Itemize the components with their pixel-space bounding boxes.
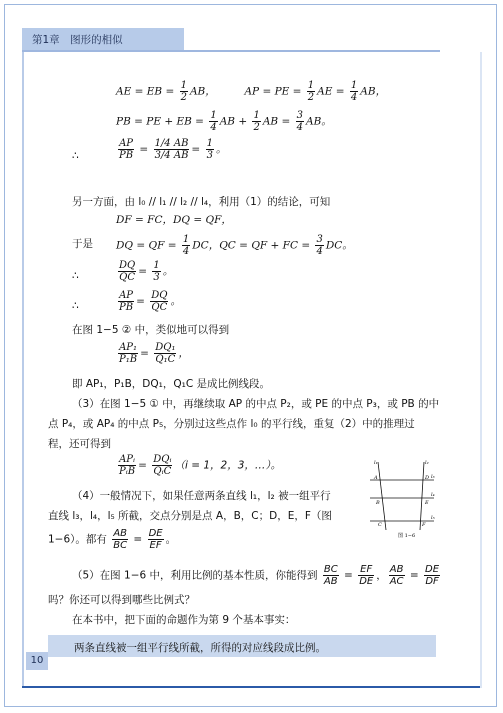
denominator: P₁B <box>119 354 138 365</box>
label-A: A <box>374 475 378 481</box>
denominator: 4 <box>316 246 323 257</box>
eq-text: PB = PE + EB = <box>116 115 208 128</box>
numerator: DQ <box>119 260 136 271</box>
eq-text: （5）在图 1−6 中，利用比例的基本性质，你能得到 <box>72 569 321 582</box>
left-margin-rule <box>22 52 24 688</box>
therefore-sign: ∴ <box>72 300 79 312</box>
fraction <box>252 110 260 133</box>
basic-fact-text: 两条直线被一组平行线所截，所得的对应线段成比例。 <box>74 642 326 654</box>
fraction <box>389 564 405 587</box>
paragraph-3-line3: 程，还可得到 <box>48 438 111 450</box>
header-divider <box>22 50 440 52</box>
paragraph-3-line1: （3）在图 1−5 ① 中，再继续取 AP 的中点 P₂，或 PE 的中点 P₃，或 PB 的中 <box>72 398 440 410</box>
numerator: AP <box>119 138 134 149</box>
fraction <box>182 234 190 257</box>
denominator: 2 <box>180 92 187 103</box>
denominator: AB <box>323 576 338 587</box>
numerator: AP₁ <box>119 342 138 353</box>
eq-text: DC。 <box>325 239 353 252</box>
label-l2: l₂ <box>425 460 429 466</box>
eq-text: = <box>140 347 153 360</box>
numerator: 1 <box>350 80 358 91</box>
numerator: 1 <box>210 110 217 121</box>
denominator: 2 <box>253 122 260 133</box>
eq-text: AB， <box>360 85 387 98</box>
eq-text: ， <box>376 569 387 582</box>
eq-text: = <box>138 459 151 472</box>
denominator: 4 <box>350 92 358 103</box>
numerator: AP <box>119 290 134 301</box>
denominator: QᵢC <box>153 466 172 477</box>
eq-text: AE = <box>317 85 348 98</box>
numerator: AB <box>113 528 128 539</box>
basic-fact-box <box>48 635 436 657</box>
denominator: AC <box>389 576 404 587</box>
denominator: QC <box>151 302 168 313</box>
fraction <box>118 290 134 313</box>
denominator: 4 <box>296 122 303 133</box>
numerator: DQ₁ <box>155 342 176 353</box>
denominator: 2 <box>307 92 315 103</box>
fraction <box>118 342 138 365</box>
fraction <box>307 80 315 103</box>
fraction <box>152 260 160 283</box>
fraction <box>206 138 214 161</box>
paragraph-3-line2: 点 P₄，或 AP₄ 的中点 P₅，分别过这些点作 l₀ 的平行线，重复（2）中的推理过 <box>48 418 415 430</box>
numerator: AB <box>389 564 404 575</box>
fraction <box>358 564 374 587</box>
paragraph-in-fig: 在图 1−5 ② 中，类似地可以得到 <box>72 324 230 336</box>
eq-ap-pb-dq-qc: $\frac{AP}{PB}$ = $\frac{DQ}{QC}$ 。 <box>119 290 181 313</box>
eq-text: DQ = QF = <box>116 239 180 252</box>
label-D: D <box>425 475 430 481</box>
eq-dq-qf <box>116 234 353 257</box>
fraction <box>118 454 136 477</box>
numerator: 1 <box>253 110 260 121</box>
eq-line-2 <box>116 110 332 133</box>
fraction <box>150 290 168 313</box>
numerator: 1 <box>182 234 190 245</box>
eq-text: = <box>138 265 151 278</box>
numerator: DQ <box>151 290 168 301</box>
fraction <box>209 110 217 133</box>
denominator: QC <box>119 272 136 283</box>
denominator: PᵢB <box>119 466 136 477</box>
fraction <box>424 564 440 587</box>
eq-ap-pb: $\frac{AP}{PB}$ = $\frac{1/4 AB}{3/4 AB}$ = $\frac{1}{3}$ 。 <box>119 138 227 161</box>
line-l2 <box>420 462 424 530</box>
label-C: C <box>378 522 382 528</box>
label-B: B <box>376 500 380 506</box>
therefore-sign: ∴ <box>72 270 79 282</box>
denominator: DF <box>425 576 439 587</box>
numerator: 1 <box>206 138 213 149</box>
paragraph-5-line1: （5）在图 1−6 中，利用比例的基本性质，你能得到 $\frac{BC}{AB}$ = $\frac{EF}{DE}$ ， $\frac{AB}{AC}$ = $\frac{DE}{DF}$ <box>72 564 440 587</box>
denominator: Q₁C <box>155 354 176 365</box>
eq-text: AP = PE = <box>244 85 305 98</box>
fraction <box>118 260 136 283</box>
numerator: 1 <box>307 80 315 91</box>
eq-ap1: $\frac{\text{AP₁}}{\text{P₁B}}$ = $\frac{\text{DQ₁}}{\text{Q₁C}}$ ， <box>119 342 189 365</box>
numerator: 1/4 AB <box>154 138 189 149</box>
label-l5: l₅ <box>431 515 435 521</box>
eq-text: = <box>191 143 204 156</box>
numerator: APᵢ <box>119 454 136 465</box>
numerator: 1 <box>153 260 160 271</box>
numerator: DE <box>148 528 163 539</box>
eq-df-fc: DF = FC，DQ = QF， <box>116 214 232 226</box>
fraction <box>112 528 128 551</box>
fraction <box>315 234 323 257</box>
eq-text: DC，QC = QF + FC = <box>192 239 314 252</box>
denominator: BC <box>113 540 128 551</box>
paragraph-4-line3: 1−6）。都有 $\frac{AB}{BC}$ = $\frac{DE}{EF}$ 。 <box>48 528 177 551</box>
denominator: EF <box>149 540 162 551</box>
numerator: EF <box>360 564 373 575</box>
paragraph-prop: 即 AP₁，P₁B，DQ₁，Q₁C 是成比例线段。 <box>72 378 271 390</box>
fraction <box>154 342 176 365</box>
figure-1-6 <box>368 458 438 538</box>
line-l1 <box>378 462 386 530</box>
numerator: 3 <box>296 110 303 121</box>
fraction <box>118 138 134 161</box>
eq-api <box>116 454 281 477</box>
chapter-title: 第1章 图形的相似 <box>32 34 123 46</box>
label-F: F <box>422 522 426 528</box>
fraction <box>148 528 164 551</box>
label-l1: l₁ <box>374 460 378 466</box>
fraction <box>296 110 304 133</box>
eq-text: = <box>136 295 149 308</box>
eq-text: AB， <box>189 85 216 98</box>
eq-text: AB = <box>262 115 294 128</box>
fraction <box>180 80 188 103</box>
paragraph-5-line2: 吗？你还可以得到哪些比例式？ <box>48 594 195 606</box>
fraction <box>154 138 190 161</box>
eq-text: 。 <box>165 533 177 546</box>
fraction <box>323 564 339 587</box>
right-margin-rule <box>480 52 482 688</box>
denominator: 3 <box>153 272 160 283</box>
denominator: 4 <box>210 122 217 133</box>
fraction <box>152 454 172 477</box>
eq-text: AB + <box>219 115 251 128</box>
label-l4: l₄ <box>431 492 435 498</box>
denominator: DE <box>359 576 374 587</box>
label-E: E <box>425 500 429 506</box>
page-number: 10 <box>26 652 48 670</box>
numerator: BC <box>323 564 338 575</box>
numerator: DQᵢ <box>153 454 172 465</box>
chapter-header <box>22 28 184 50</box>
paragraph-6: 在本书中，把下面的命题作为第 9 个基本事实： <box>72 614 296 626</box>
eq-text: AE = EB = <box>116 85 178 98</box>
paragraph-other-side: 另一方面，由 l₀ // l₁ // l₂ // l₄，利用（1）的结论，可知 <box>72 196 331 208</box>
eq-text: （i = 1，2，3，…）。 <box>174 459 282 472</box>
bottom-rule <box>22 686 480 688</box>
numerator: 1 <box>180 80 187 91</box>
denominator: PB <box>119 302 134 313</box>
figure-caption: 图 1−6 <box>398 533 416 538</box>
numerator: DE <box>425 564 440 575</box>
denominator: PB <box>119 150 134 161</box>
eq-dq-qc: $\frac{DQ}{QC}$ = $\frac{1}{3}$ 。 <box>119 260 174 283</box>
label-l3: l₃ <box>431 474 435 480</box>
denominator: 3 <box>206 150 213 161</box>
denominator: 4 <box>182 246 190 257</box>
eq-text: 1−6）。都有 <box>48 533 111 546</box>
therefore-sign: ∴ <box>72 150 79 162</box>
fraction <box>350 80 358 103</box>
paragraph-4-line2: 直线 l₃，l₄，l₅ 所截，交点分别是点 A，B，C；D，E，F（图 <box>48 510 332 522</box>
eq-text: AB。 <box>306 115 332 128</box>
eq-line-1 <box>116 80 386 103</box>
label-yushi: 于是 <box>72 238 93 250</box>
numerator: 3 <box>316 234 323 245</box>
denominator: 3/4 AB <box>154 150 189 161</box>
paragraph-4-line1: （4）一般情况下，如果任意两条直线 l₁，l₂ 被一组平行 <box>72 490 331 502</box>
